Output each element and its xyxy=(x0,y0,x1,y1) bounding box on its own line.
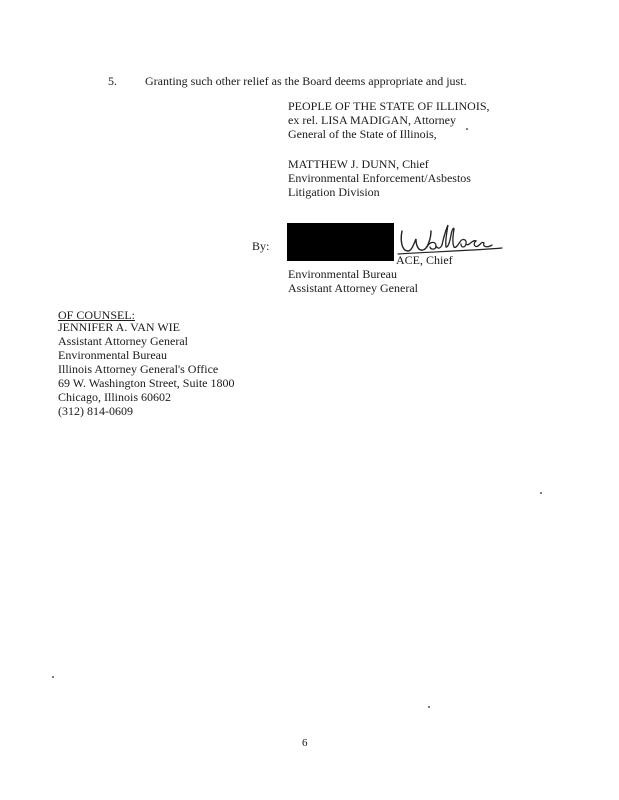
party-line: PEOPLE OF THE STATE OF ILLINOIS, xyxy=(288,99,490,113)
counsel-line: (312) 814-0609 xyxy=(58,404,133,418)
counsel-line: Illinois Attorney General's Office xyxy=(58,362,219,376)
division-block xyxy=(288,157,471,199)
counsel-line: JENNIFER A. VAN WIE xyxy=(58,320,181,334)
signer-title: ACE, Chief xyxy=(396,253,453,267)
counsel-line: Environmental Bureau xyxy=(58,348,167,362)
scan-speck xyxy=(52,676,54,678)
party-block xyxy=(288,99,490,141)
counsel-line: Assistant Attorney General xyxy=(58,334,188,348)
page-number: 6 xyxy=(302,737,308,749)
scan-speck xyxy=(428,706,430,708)
of-counsel-block xyxy=(58,320,234,418)
redaction-box xyxy=(287,223,394,261)
scan-speck xyxy=(466,128,468,130)
bureau-block xyxy=(288,267,418,295)
counsel-line: 69 W. Washington Street, Suite 1800 xyxy=(58,376,235,390)
scan-speck xyxy=(540,492,542,494)
relief-text: Granting such other relief as the Board deems appropriate and just. xyxy=(145,74,467,88)
by-label: By: xyxy=(252,239,270,253)
division-line: MATTHEW J. DUNN, Chief xyxy=(288,157,429,171)
relief-number: 5. xyxy=(108,74,117,88)
bureau-line: Environmental Bureau xyxy=(288,267,397,281)
division-line: Environmental Enforcement/Asbestos xyxy=(288,171,471,185)
of-counsel-heading: OF COUNSEL: xyxy=(58,308,136,322)
bureau-line: Assistant Attorney General xyxy=(288,281,418,295)
party-line: ex rel. LISA MADIGAN, Attorney xyxy=(288,113,456,127)
counsel-line: Chicago, Illinois 60602 xyxy=(58,390,171,404)
division-line: Litigation Division xyxy=(288,185,380,199)
party-line: General of the State of Illinois, xyxy=(288,127,437,141)
